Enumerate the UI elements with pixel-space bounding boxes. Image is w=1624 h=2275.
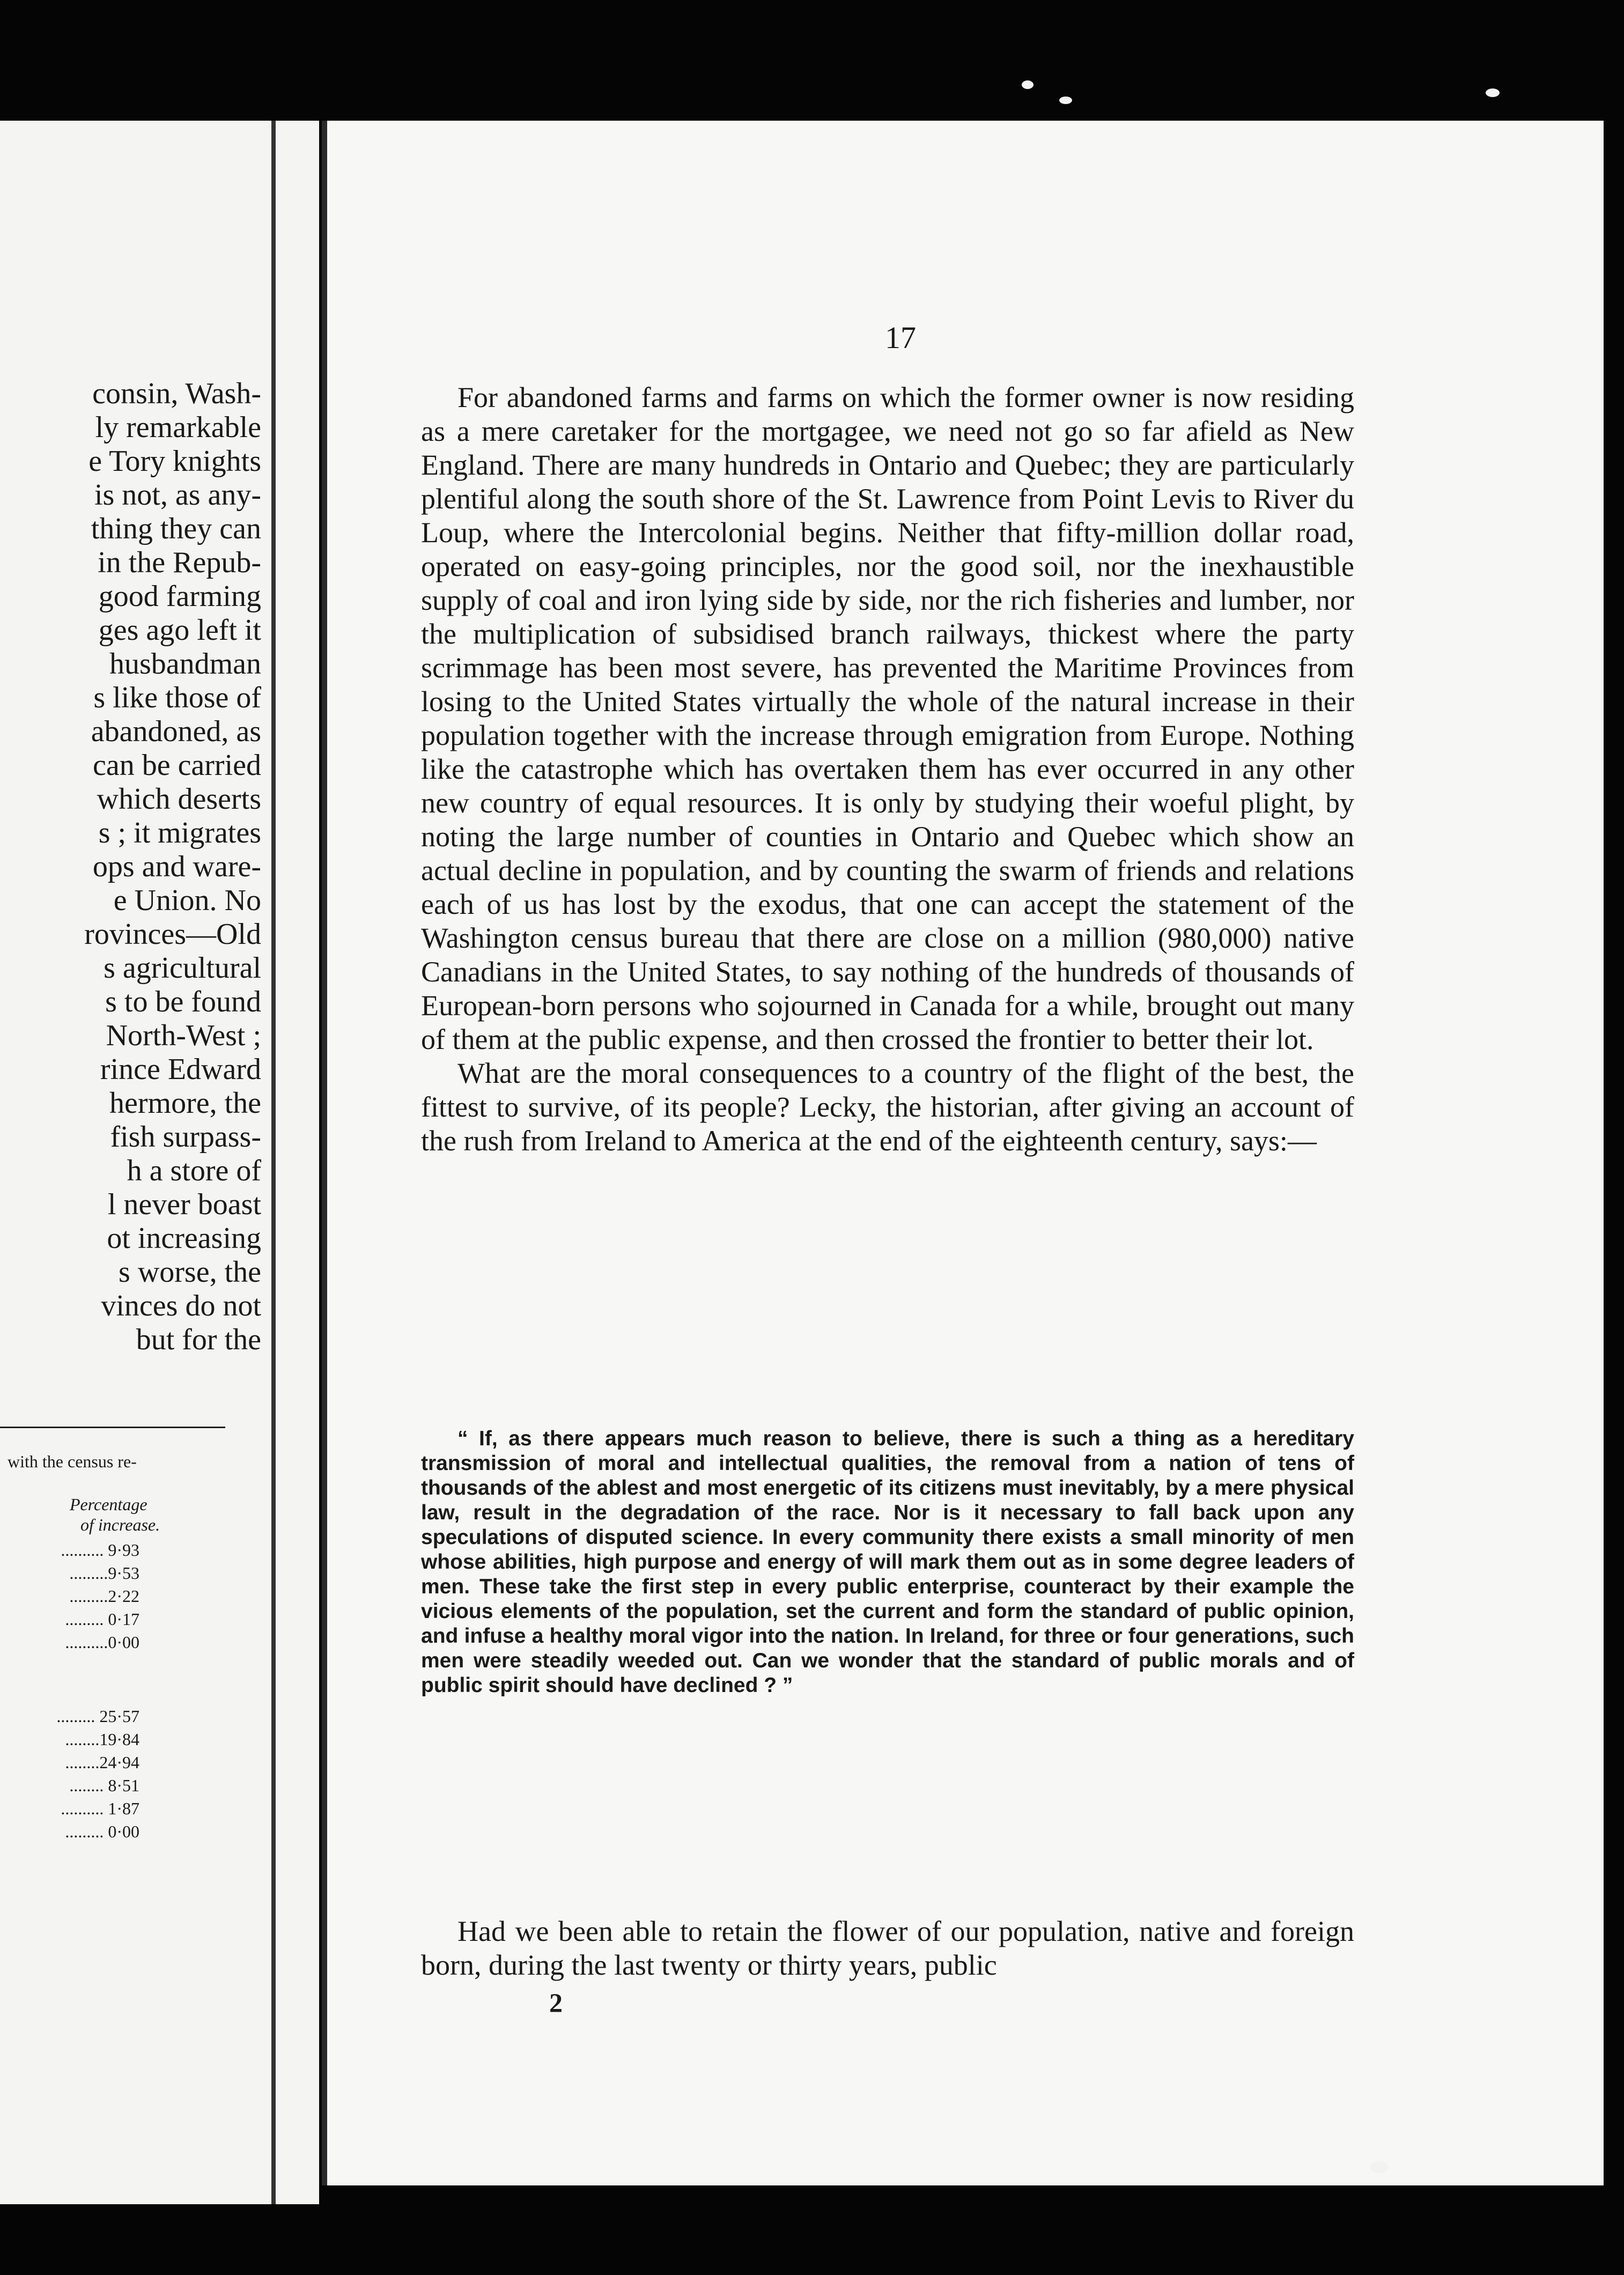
scan-speck (1370, 2161, 1389, 2173)
page-gutter (271, 121, 276, 2204)
left-page-line: husbandman (109, 647, 261, 681)
left-page-line: e Tory knights (88, 445, 261, 478)
left-page-line: ops and ware- (92, 850, 261, 883)
left-page-line: h a store of (127, 1154, 261, 1187)
left-page-line: ot increasing (107, 1222, 261, 1255)
percentage-row: .........9·53 (69, 1563, 139, 1583)
column-header-percentage: Percentage (70, 1495, 147, 1514)
left-page-line: rince Edward (100, 1053, 261, 1086)
paragraph-abandoned-farms: For abandoned farms and farms on which the former owner is now residing as a mere caretaker for the mortgagee, we need not go so far afield as New England. There are many hundreds in Ontario and Quebec; they are particularly plentiful along the south shore of the St. Lawrence from Point Levis to River du Loup, where the Intercolonial begins. Neither that fifty-million dollar road, operated on easy-going principles, nor the good soil, nor the inexhaustible supply of coal and iron lying side by side, nor the rich fisheries and lumber, nor the multiplication of subsidised branch railways, thickest where the party scrimmage has been most severe, has prevented the Maritime Provinces from losing to the United States virtually the whole of the natural increase in their population together with the increase through emigration from Europe. Nothing like the catastrophe which has overtaken them has ever occurred in any other new country of equal resources. It is only by studying their woeful plight, by noting the large number of counties in Ontario and Quebec which show an actual decline in population, and by counting the swarm of friends and relations each of us has lost by the exodus, that one can accept the statement of the Washington census bureau that there are close on a million (980,000) native Canadians in the United States, to say nothing of the hundreds of thousands of European-born persons who sojourned in Canada for a while, brought out many of them at the public expense, and then crossed the frontier to better their lot. (421, 381, 1354, 1055)
percentage-row: .........2·22 (69, 1586, 139, 1606)
scan-speck (1059, 97, 1072, 104)
left-page-line: s worse, the (119, 1255, 261, 1289)
percentage-row: ........24·94 (65, 1753, 139, 1772)
percentage-row: .......... 1·87 (61, 1799, 139, 1818)
percentage-row: ......... 0·17 (65, 1609, 139, 1629)
page-spine (322, 121, 327, 2185)
left-page-line: ges ago left it (98, 614, 261, 647)
left-page-line: fish surpass- (110, 1120, 261, 1154)
left-page-line: which deserts (97, 782, 261, 816)
left-page-line: abandoned, as (91, 715, 261, 748)
quotation-text: “ If, as there appears much reason to believe, there is such a thing as a hereditary transmission of moral and intellectual qualities, the removal from a nation of tens of thousands of the ablest and most energetic of its citizens must inevitably, by a mere physical law, result in the degradation of the race. Nor is it necessary to fall back upon any speculations of disputed science. In every community there exists a small minority of men whose abilities, high purpose and energy of will mark them out as in some degree leaders of men. These take the first step in every public enterprise, counteract by their example the vicious elements of the population, set the current and form the standard of public opinion, and infuse a healthy moral vigor into the nation. In Ireland, for three or four generations, such men were steadily weeded out. Can we wonder that the standard of public morals and of public spirit should have declined ? ” (421, 1427, 1354, 1697)
left-page-line: but for the (136, 1323, 261, 1356)
right-page (322, 121, 1604, 2185)
column-header-increase: of increase. (80, 1515, 160, 1534)
left-page-line: e Union. No (113, 884, 261, 917)
percentage-row: .......... 9·93 (61, 1540, 139, 1560)
paragraph-retain-flower: Had we been able to retain the flower of our population, native and foreign born, during the last twenty or thirty years, public (421, 1915, 1354, 1981)
left-page-line: hermore, the (109, 1087, 261, 1120)
percentage-row: ..........0·00 (65, 1633, 139, 1652)
left-page-line: s like those of (93, 681, 261, 714)
lecky-quotation (421, 1427, 1354, 1698)
left-page-line: l never boast (107, 1188, 261, 1221)
left-page-line: s to be found (105, 985, 261, 1018)
percentage-row: ......... 0·00 (65, 1822, 139, 1841)
signature-mark: 2 (549, 1988, 563, 2018)
census-note: with the census re- (8, 1452, 137, 1471)
percentage-row: ......... 25·57 (56, 1707, 139, 1726)
left-page-line: is not, as any- (94, 478, 261, 512)
left-page-line: rovinces—Old (84, 918, 261, 951)
left-page-line: can be carried (93, 749, 261, 782)
footnote-rule (0, 1427, 225, 1428)
left-page-line: s ; it migrates (98, 816, 261, 850)
page-number: 17 (885, 320, 916, 355)
left-page-line: ly remarkable (95, 411, 261, 444)
left-page-line: s agricultural (104, 951, 261, 985)
left-page-line: thing they can (91, 512, 261, 545)
percentage-row: ........ 8·51 (69, 1776, 139, 1795)
paragraph-moral-consequences: What are the moral consequences to a country of the flight of the best, the fittest to survive, of its people? Lecky, the historian, after giving an account of the rush from Ireland to America at the end of the eighteenth century, says:— (421, 1057, 1354, 1157)
left-page-line: good farming (98, 580, 261, 613)
scan-speck (1022, 80, 1034, 89)
closing-text (421, 1915, 1354, 1982)
left-page-line: vinces do not (101, 1289, 261, 1323)
scan-speck (1486, 88, 1500, 97)
left-page-line: in the Repub- (98, 546, 261, 579)
left-page-line: North-West ; (106, 1019, 261, 1052)
percentage-row: ........19·84 (65, 1730, 139, 1749)
body-text (421, 381, 1354, 1158)
left-page-line: consin, Wash- (92, 377, 261, 410)
